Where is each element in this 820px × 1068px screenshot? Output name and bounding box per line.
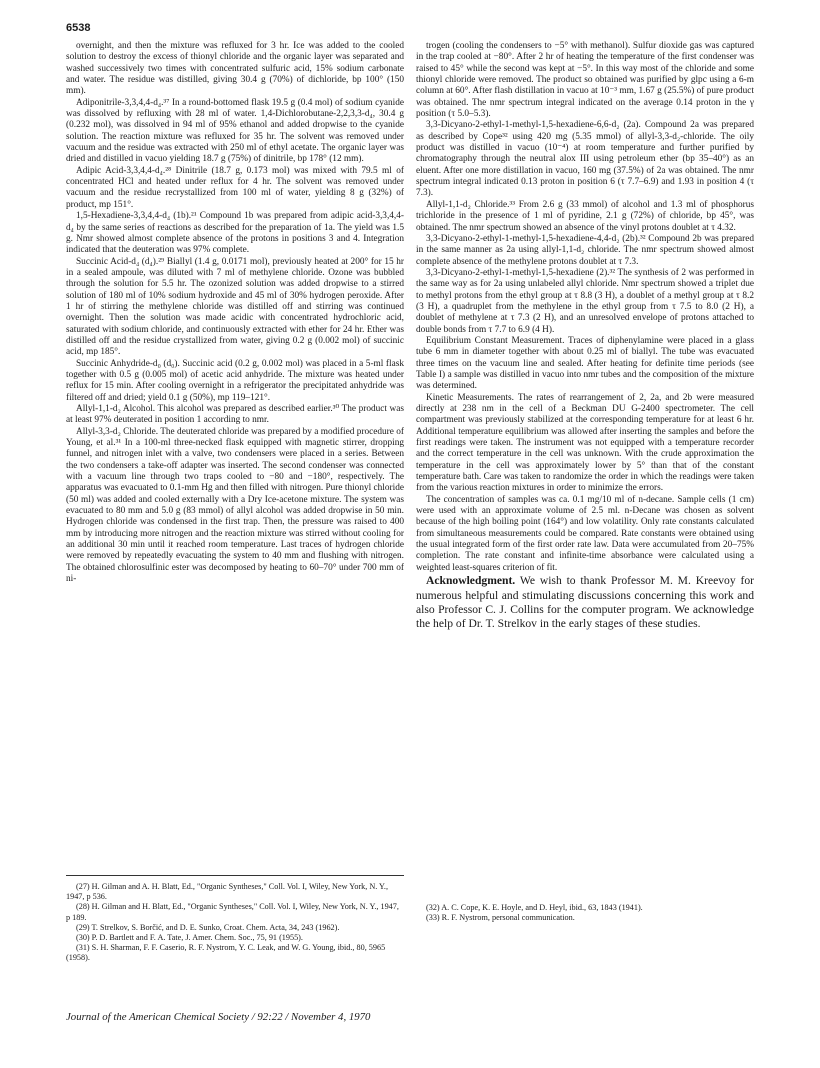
body-paragraph: Succinic Anhydride-d₀ (d₀). Succinic acid (0.2 g, 0.002 mol) was placed in a 5-ml flask together with 0.5 g (0.005 mol) of acetic acid anhydride. The mixture was heated under reflux for 15 min. After cooling overnight in a refrigerator the precipitated anhydride was filtered off and dried; yield 0.1 g (50%), mp 119–121°. [66,358,404,403]
footnote: (27) H. Gilman and A. H. Blatt, Ed., "Organic Syntheses," Coll. Vol. I, Wiley, New York, N. Y., 1947, p 536. [66,882,389,902]
left-column [66,41,404,586]
footnote: (29) T. Strelkov, S. Borčić, and D. E. Sunko, Croat. Chem. Acta, 34, 243 (1962). [76,922,340,932]
right-column [416,41,754,632]
body-paragraph: 1,5-Hexadiene-3,3,4,4-d₄ (1b).²¹ Compound 1b was prepared from adipic acid-3,3,4,4-d₄ by the same series of reactions as described for the preparation of 1a. The yield was 1.5 g. Nmr showed almost complete absence of the protons in positions 3 and 4. Integration indicated that the deuteration was 97% complete. [66,211,404,256]
acknowledgment-text: We wish to thank Professor M. M. Kreevoy for numerous helpful and stimulating discussions concerning this work and also Professor C. J. Collins for the computer program. We acknowledge the help of Dr. T. Strelkov in the early stages of these studies. [416,574,754,631]
body-paragraph: Allyl-1,1-d₂ Chloride.³³ From 2.6 g (33 mmol) of alcohol and 1.3 ml of phosphorus trichloride in the presence of 1 ml of pyridine, 2.1 g (72%) of chloride, bp 45°, was obtained. The nmr spectrum showed an absence of the vinyl protons doublet at τ 4.32. [416,199,754,233]
footnote: (28) H. Gilman and H. Blatt, Ed., "Organic Syntheses," Coll. Vol. I, Wiley, New York, N. Y., 1947, p 189. [66,902,399,922]
page-number: 6538 [66,22,91,34]
body-paragraph: Allyl-1,1-d₂ Alcohol. This alcohol was prepared as described earlier.³⁰ The product was at least 97% deuterated in position 1 according to nmr. [66,404,404,426]
footnotes-right [416,903,754,923]
body-paragraph: Succinic Acid-d₄ (d₄).²⁹ Biallyl (1.4 g, 0.0171 mol), previously heated at 200° for 15 hr in a sealed ampoule, was diluted with 7 ml of methylene chloride. Ozone was bubbled through the solution for 5.5 hr. The ozonized solution was added dropwise to a stirred solution of 180 ml of 10% sodium hydroxide and 45 ml of 30% hydrogen peroxide. After 1 hr of stirring the methylene chloride was distilled off and stirring was continued overnight. Then the solution was made acidic with concentrated hydrochloric acid, saturated with sodium chloride, and continuously extracted with ether for 24 hr. Ether was distilled off and the residue crystallized from water, giving 0.2 g (0.002 mol) of succinic acid, mp 185°. [66,256,404,358]
footnote: (30) P. D. Bartlett and F. A. Tate, J. Amer. Chem. Soc., 75, 91 (1955). [76,933,303,943]
footnote: (32) A. C. Cope, K. E. Hoyle, and D. Heyl, ibid., 63, 1843 (1941). [426,903,643,912]
body-paragraph: 3,3-Dicyano-2-ethyl-1-methyl-1,5-hexadiene-6,6-d₂ (2a). Compound 2a was prepared as described by Cope³² using 420 mg (5.35 mmol) of allyl-3,3-d₂-chloride. The oily product was distilled in vacuo (10⁻⁴) at room temperature and further purified by chromatography through the neutral alox III using petroleum ether (bp 35–40°) as an eluent. After one more distillation in vacuo, 160 mg (37.5%) of 2a was obtained. The nmr spectrum integral indicated 0.13 proton in position 6 (τ 7.7–6.9) and 1.93 in position 4 (τ 7.3). [416,120,754,199]
journal-footer: Journal of the American Chemical Society / 92:22 / November 4, 1970 [66,1011,371,1023]
body-paragraph: Adiponitrile-3,3,4,4-d₄.³⁷ In a round-bottomed flask 19.5 g (0.4 mol) of sodium cyanide was dissolved by refluxing with 28 ml of water. 1,4-Dichlorobutane-2,2,3,3-d₄, 30.4 g (0.232 mol), was dissolved in 94 ml of 95% ethanol and added dropwise to the cyanide solution. The reaction mixture was refluxed for 35 hr. The solvent was removed under vacuum and the residue was extracted with 250 ml of ethyl acetate. The organic layer was dried and distilled in vacuo yielding 18.7 g (75%) of dinitrile, bp 178° (12 mm). [66,97,404,165]
body-paragraph: 3,3-Dicyano-2-ethyl-1-methyl-1,5-hexadiene-4,4-d₂ (2b).³² Compound 2b was prepared in the same manner as 2a using allyl-1,1-d₂ chloride. The nmr spectrum showed almost complete absence of the methylene protons doublet at τ 7.3. [416,233,754,267]
footnote: (31) S. H. Sharman, F. F. Caserio, R. F. Nystrom, Y. C. Leak, and W. G. Young, ibid., 80, 5965 (1958). [66,943,386,963]
acknowledgment [416,574,754,632]
body-paragraph: 3,3-Dicyano-2-ethyl-1-methyl-1,5-hexadiene (2).³² The synthesis of 2 was performed in the same way as for 2a using unlabeled allyl chloride. Nmr spectrum showed a triplet due to methyl protons from the ethyl group at τ 8.8 (3 H), a doublet of a methyl group at τ 8.2 (3 H), a quadruplet from the methylene in the ethyl group from τ 7.5 to 8.0 (2 H), a doublet of methylene at τ 7.3 (2 H), and an unresolved envelope of protons attached to double bonds from τ 7.7 to 6.9 (4 H). [416,267,754,335]
body-paragraph: Kinetic Measurements. The rates of rearrangement of 2, 2a, and 2b were measured directly at 238 nm in the cell of a Beckman DU G-2400 spectrometer. The cell compartment was previously stabilized at the corresponding temperature for at least 6 hr. Additional temperature equilibrium was allowed after inserting the samples and before the first readings were taken. The instrument was not equipped with a temperature recorder and the correct temperature in the cell was unknown. With the crude approximation the temperature in the cell was approximately lower by 5° than that of the constant temperature bath. Care was taken to randomize the order in which the readings were taken from the various reaction mixtures in order to minimize the errors. [416,392,754,494]
body-paragraph: trogen (cooling the condensers to −5° with methanol). Sulfur dioxide gas was captured in the trap cooled at −80°. After 2 hr of heating the temperature of the first condenser was raised to 45° while the second was kept at −5°. In this way most of the chloride and some thionyl chloride were removed. The product so obtained was purified by glpc using a 6-m column at 60°. After flash distillation in vacuo at 10⁻³ mm, 1.67 g (25.5%) of pure product was obtained. The nmr spectrum integral indicated on the average 0.14 proton in the γ position (τ 5.0–5.3). [416,41,754,120]
acknowledgment-heading: Acknowledgment. [426,574,516,588]
footnote-rule [66,875,404,876]
body-paragraph: Equilibrium Constant Measurement. Traces of diphenylamine were placed in a glass tube 6 mm in diameter together with about 0.25 ml of biallyl. The tube was evacuated three times on the vacuum line and sealed. After heating for definite time periods (see Table I) a sample was distilled in vacuo into nmr tubes and the composition of the mixture was determined. [416,335,754,392]
body-paragraph: Allyl-3,3-d₂ Chloride. The deuterated chloride was prepared by a modified procedure of Young, et al.³¹ In a 100-ml three-necked flask equipped with magnetic stirrer, dropping funnel, and nitrogen inlet with a valve, two condensers were placed in a series. Between the two condensers a take-off adapter was inserted. The second condenser was connected with a vacuum line through two traps cooled to −80 and −180°, respectively. The apparatus was evacuated to 0.1-mm Hg and then filled with nitrogen. Pure thionyl chloride (50 ml) was added and cooled externally with a Dry Ice-acetone mixture. The system was evacuated to 80 mm and 5.0 g (83 mmol) of allyl alcohol was added dropwise in 50 min. Hydrogen chloride was condensed in the first trap. Then, the pressure was raised to 400 mm by introducing more nitrogen and the reaction mixture was stirred without cooling for an additional 30 min until it reached room temperature. Last traces of hydrogen chloride were removed by repeatedly evacuating the system to 40 mm and flushing with nitrogen. The obtained chlorosulfinic ester was decomposed by heating to 60–70° under 700 mm of ni- [66,426,404,585]
body-paragraph: Adipic Acid-3,3,4,4-d₄.²⁸ Dinitrile (18.7 g, 0.173 mol) was mixed with 79.5 ml of concentrated HCl and heated under reflux for 4 hr. The solvent was removed under vacuum and the residue recrystallized from 100 ml of water, yielding 8 g (32%) of product, mp 151°. [66,165,404,210]
footnotes-left [66,875,404,964]
body-paragraph: The concentration of samples was ca. 0.1 mg/10 ml of n-decane. Sample cells (1 cm) were used with an approximate volume of 2.5 ml. n-Decane was chosen as solvent because of the high boiling point (164°) and low volatility. Only rate constants calculated from simultaneous measurements could be compared. Rate constants were obtained using the usual integrated form of the first order rate law. Data were accumulated from 20–75% completion. The rate constant and infinite-time absorbance were calculated using a weighted least-squares criterion of fit. [416,494,754,573]
body-paragraph: overnight, and then the mixture was refluxed for 3 hr. Ice was added to the cooled solution to destroy the excess of thionyl chloride and the organic layer was separated and washed successively two times with concentrated sulfuric acid, 15% sodium carbonate and water. The residue was distilled, giving 30.4 g (70%) of dichloride, bp 100° (150 mm). [66,41,404,97]
footnote: (33) R. F. Nystrom, personal communication. [426,913,575,923]
